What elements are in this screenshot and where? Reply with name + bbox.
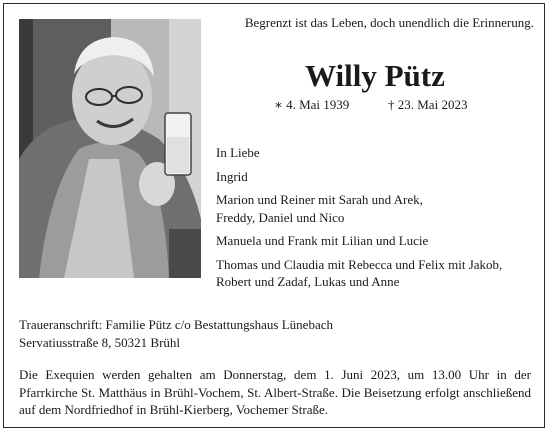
family-line: Robert und Zadaf, Lukas und Anne	[216, 274, 400, 289]
service-info: Die Exequien werden gehalten am Donnerstag, dem 1. Juni 2023, um 13.00 Uhr in der Pfarrkirche St. Matthäus in Brühl-Vochem, St. Albert-Straße. Die Beisetzung erfolgt anschließend auf dem Nordfriedhof in Brühl-Kierberg, Vochemer Straße.	[19, 367, 531, 417]
family-line: Manuela und Frank mit Lilian und Lucie	[216, 233, 429, 248]
mourners-list	[216, 144, 540, 291]
intro-line: In Liebe	[216, 145, 260, 160]
death-date: † 23. Mai 2023	[388, 97, 468, 112]
family-line: Freddy, Daniel und Nico	[216, 209, 345, 225]
memorial-quote: Begrenzt ist das Leben, doch unendlich die Erinnerung.	[244, 15, 534, 30]
family-line: Thomas und Claudia mit Rebecca und Felix mit Jakob,	[216, 256, 503, 272]
address-line: Traueranschrift: Familie Pütz c/o Bestattungshaus Lünebach	[19, 317, 333, 332]
mourning-address	[19, 316, 535, 351]
deceased-name: Willy Pütz	[305, 58, 445, 93]
family-line: Marion und Reiner mit Sarah und Arek,	[216, 192, 423, 207]
address-line: Servatiusstraße 8, 50321 Brühl	[19, 334, 181, 350]
birth-date: ∗ 4. Mai 1939	[274, 97, 350, 112]
portrait-photo	[19, 19, 201, 278]
family-line: Ingrid	[216, 168, 248, 184]
